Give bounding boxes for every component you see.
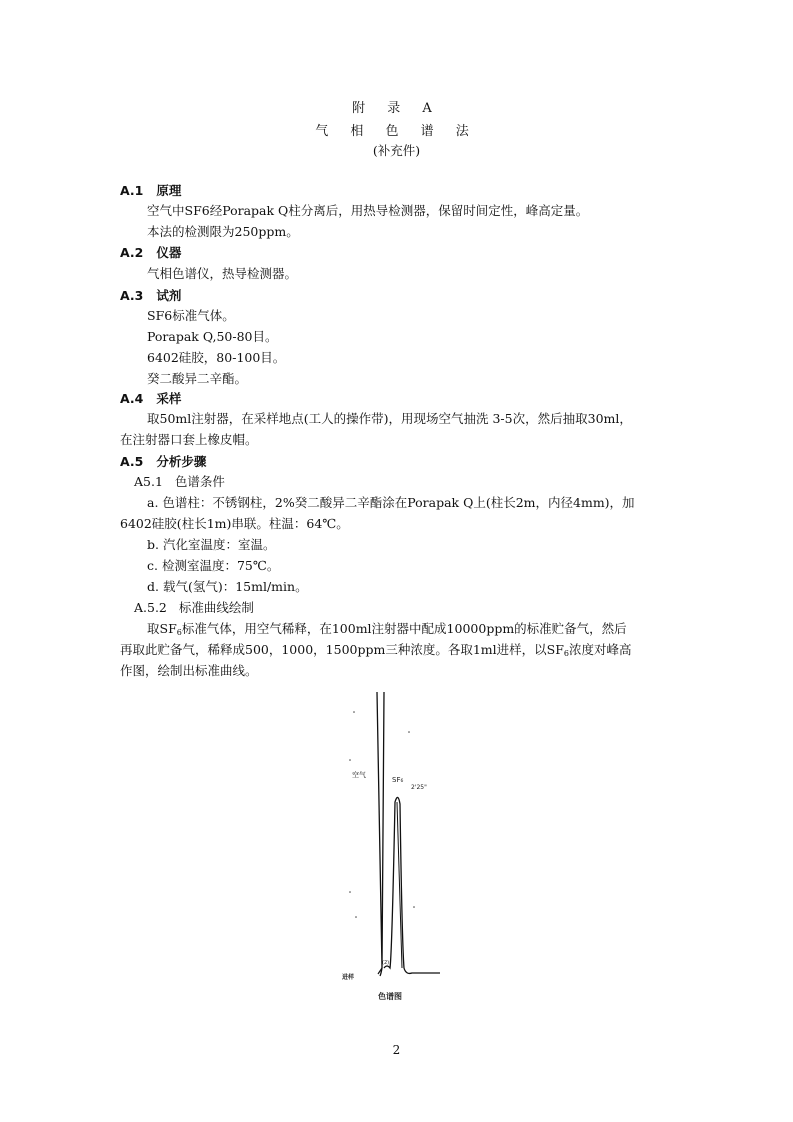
section-a4-number: A.4 — [120, 391, 144, 406]
document-title: 气 相 色 谱 法 — [315, 124, 478, 139]
section-a1-title: 原理 — [156, 183, 182, 198]
section-a4-title: 采样 — [156, 391, 182, 406]
calibration-line-1-subscript: 6 — [176, 628, 182, 637]
calibration-line-2 — [120, 641, 632, 663]
calibration-line-2-a: 再取此贮备气，稀释成500，1000，1500ppm三种浓度。各取1ml进样，以SF — [120, 642, 564, 657]
section-a1-paragraph-2: 本法的检测限为250ppm。 — [147, 224, 299, 239]
section-a1-paragraph-1: 空气中SF6经Porapak Q柱分离后，用热导检测器，保留时间定性，峰高定量。 — [147, 203, 589, 218]
label-small: (2) — [382, 960, 390, 966]
condition-c: c. 检测室温度：75℃。 — [147, 558, 280, 573]
condition-d: d. 载气(氢气)：15ml/min。 — [147, 579, 308, 594]
document-subtitle: (补充件) — [372, 143, 421, 158]
chromatogram-figure — [340, 692, 450, 1022]
label-injection: 进样 — [342, 974, 355, 981]
subsection-a51-number: A5.1 — [134, 474, 163, 489]
section-a1-number: A.1 — [120, 183, 144, 198]
section-a2-paragraph-1: 气相色谱仪，热导检测器。 — [147, 266, 298, 281]
subsection-a51-title: 色谱条件 — [174, 474, 225, 489]
section-a3-title: 试剂 — [156, 288, 182, 303]
label-retention-time: 2'25" — [411, 784, 427, 791]
subsection-a52-title: 标准曲线绘制 — [178, 600, 254, 615]
section-a2-title: 仪器 — [156, 245, 182, 260]
section-a2-number: A.2 — [120, 245, 144, 260]
section-a3-number: A.3 — [120, 288, 144, 303]
section-a4-heading — [120, 390, 181, 408]
label-sf6: SF₆ — [392, 776, 404, 784]
label-air: 空气 — [352, 771, 366, 779]
section-a5-heading — [120, 453, 206, 471]
calibration-line-2-subscript: 6 — [563, 649, 569, 658]
section-a3-heading — [120, 287, 181, 305]
section-a4-line-1: 取50ml注射器，在采样地点(工人的操作带)，用现场空气抽洗 3-5次，然后抽取30ml， — [147, 411, 632, 426]
reagent-item: Porapak Q,50-80目。 — [147, 329, 278, 344]
reagent-item: 癸二酸异二辛酯。 — [147, 371, 248, 386]
section-a5-title: 分析步骤 — [156, 454, 207, 469]
chromatogram-trace — [340, 692, 450, 1022]
calibration-line-1-b: 标准气体，用空气稀释，在100ml注射器中配成10000ppm的标准贮备气，然后 — [181, 621, 627, 636]
subsection-a52-heading — [134, 599, 254, 617]
reagent-item: SF6标准气体。 — [147, 308, 235, 323]
page-number: 2 — [392, 1043, 401, 1057]
section-a4-line-2: 在注射器口套上橡皮帽。 — [120, 432, 258, 447]
figure-caption: 色谱图 — [378, 992, 402, 1001]
condition-a-line-1: a. 色谱柱：不锈钢柱，2%癸二酸异二辛酯涂在Porapak Q上(柱长2m，内径4mm)，加 — [147, 495, 635, 510]
condition-a-line-2: 6402硅胶(柱长1m)串联。柱温：64℃。 — [120, 516, 349, 531]
appendix-heading: 附 录 A — [352, 101, 441, 116]
calibration-line-2-b: 浓度对峰高 — [568, 642, 632, 657]
calibration-line-1-a: 取SF — [147, 621, 177, 636]
calibration-line-1 — [147, 620, 627, 642]
subsection-a52-number: A.5.2 — [134, 600, 167, 615]
section-a2-heading — [120, 244, 181, 262]
calibration-line-3: 作图，绘制出标准曲线。 — [120, 663, 258, 678]
reagent-item: 6402硅胶，80-100目。 — [147, 350, 286, 365]
subsection-a51-heading — [134, 473, 225, 491]
condition-b: b. 汽化室温度：室温。 — [147, 537, 276, 552]
section-a1-heading — [120, 182, 181, 200]
section-a5-number: A.5 — [120, 454, 144, 469]
